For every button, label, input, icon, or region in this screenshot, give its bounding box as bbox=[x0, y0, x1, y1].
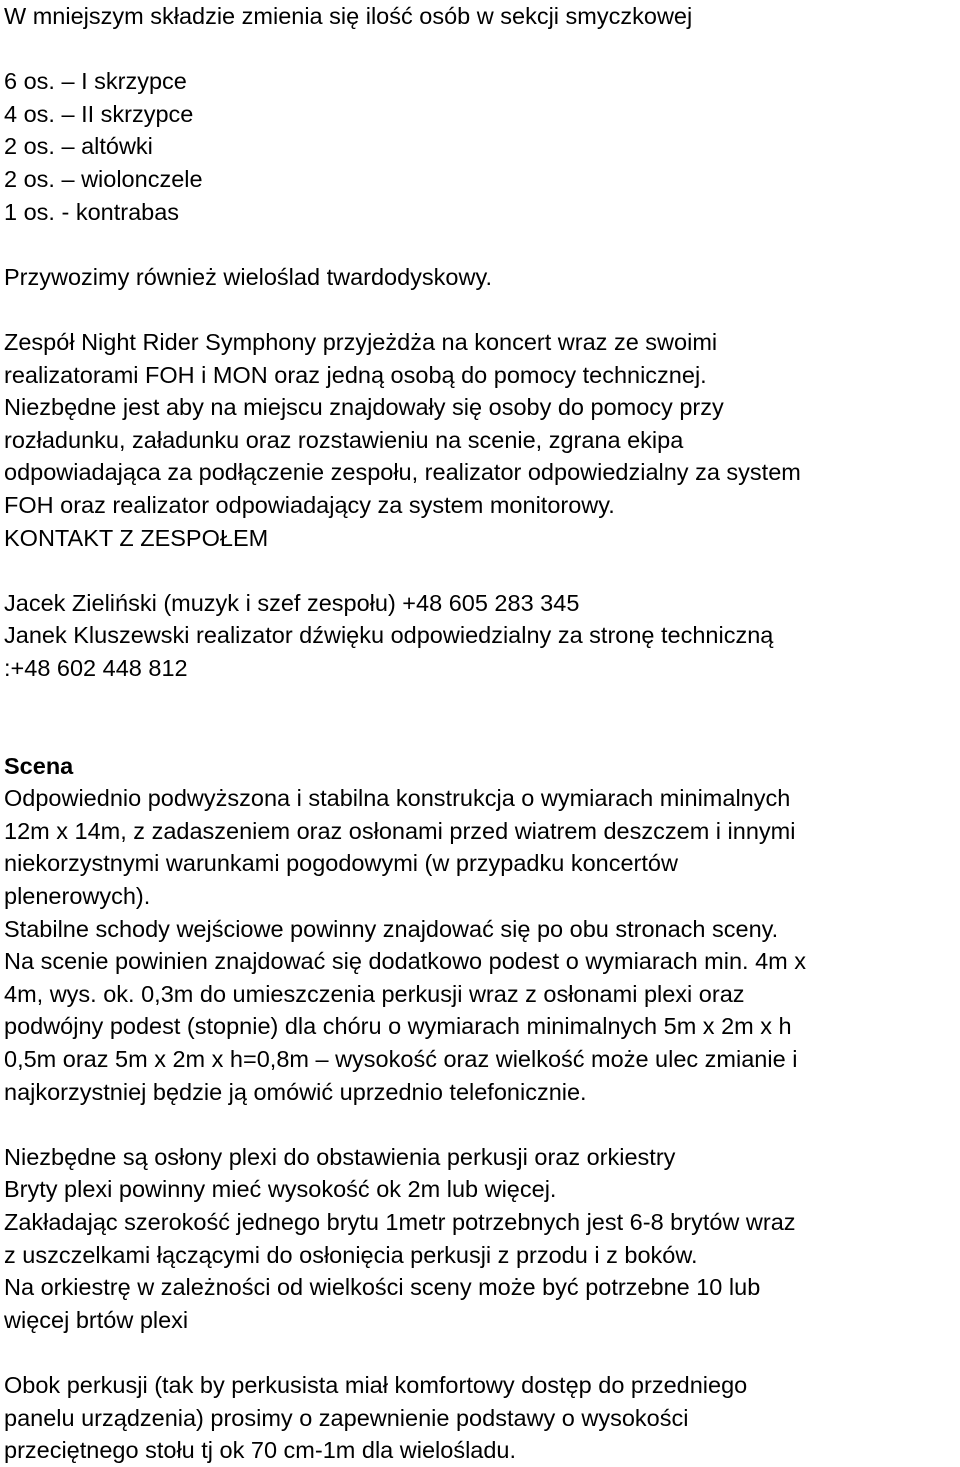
recorder-note: Przywozimy również wieloślad twardodyskowy. bbox=[4, 263, 492, 290]
contact-line: Janek Kluszewski realizator dźwięku odpowiedzialny za stronę techniczną bbox=[4, 622, 774, 649]
paragraph-line: panelu urządzenia) prosimy o zapewnienie podstawy o wysokości bbox=[4, 1404, 689, 1431]
string-section-item: 2 os. – wiolonczele bbox=[4, 165, 203, 192]
paragraph-line: przeciętnego stołu tj ok 70 cm-1m dla wielośladu. bbox=[4, 1437, 517, 1464]
paragraph-line: więcej brtów plexi bbox=[4, 1306, 189, 1333]
paragraph-line: Niezbędne są osłony plexi do obstawienia perkusji oraz orkiestry bbox=[4, 1143, 676, 1170]
string-section-item: 6 os. – I skrzypce bbox=[4, 68, 187, 95]
stage-heading: Scena bbox=[4, 752, 74, 779]
paragraph-line: niekorzystnymi warunkami pogodowymi (w przypadku koncertów bbox=[4, 850, 678, 877]
paragraph-line: Niezbędne jest aby na miejscu znajdowały się osoby do pomocy przy bbox=[4, 394, 724, 421]
paragraph-line: Bryty plexi powinny mieć wysokość ok 2m lub więcej. bbox=[4, 1176, 557, 1203]
paragraph-line: 0,5m oraz 5m x 2m x h=0,8m – wysokość oraz wielkość może ulec zmianie i bbox=[4, 1046, 798, 1072]
spacer bbox=[4, 1108, 956, 1141]
document-page bbox=[4, 0, 956, 1467]
spacer bbox=[4, 1336, 956, 1369]
paragraph-line: rozładunku, załadunku oraz rozstawieniu na scenie, zgrana ekipa bbox=[4, 426, 684, 453]
paragraph-line: odpowiadająca za podłączenie zespołu, realizator odpowiedzialny za system bbox=[4, 459, 801, 486]
string-section-item: 2 os. – altówki bbox=[4, 133, 153, 160]
paragraph-line: realizatorami FOH i MON oraz jedną osobą do pomocy technicznej. bbox=[4, 361, 707, 388]
contact-line: :+48 602 448 812 bbox=[4, 654, 188, 681]
paragraph-line: plenerowych). bbox=[4, 883, 151, 910]
spacer bbox=[4, 33, 956, 66]
paragraph-line: Zakładając szerokość jednego brytu 1metr potrzebnych jest 6-8 brytów wraz bbox=[4, 1208, 796, 1235]
paragraph-line: z uszczelkami łączącymi do osłonięcia perkusji z przodu i z boków. bbox=[4, 1241, 698, 1268]
contact-line: Jacek Zieliński (muzyk i szef zespołu) +48 605 283 345 bbox=[4, 589, 580, 616]
crew-paragraph bbox=[4, 326, 956, 522]
paragraph-line: Na orkiestrę w zależności od wielkości sceny może być potrzebne 10 lub bbox=[4, 1274, 761, 1301]
paragraph-line: Na scenie powinien znajdować się dodatkowo podest o wymiarach min. 4m x bbox=[4, 948, 807, 975]
paragraph-line: Stabilne schody wejściowe powinny znajdować się po obu stronach sceny. bbox=[4, 915, 779, 942]
stage-paragraph bbox=[4, 782, 956, 1108]
string-section-item: 1 os. - kontrabas bbox=[4, 198, 180, 225]
paragraph-line: najkorzystniej będzie ją omówić uprzednio telefonicznie. bbox=[4, 1078, 587, 1105]
string-section-list bbox=[4, 65, 956, 228]
paragraph-line: Odpowiednio podwyższona i stabilna konstrukcja o wymiarach minimalnych bbox=[4, 785, 791, 812]
paragraph-line: 12m x 14m, z zadaszeniem oraz osłonami przed wiatrem deszczem i innymi bbox=[4, 817, 796, 844]
plexi-paragraph bbox=[4, 1141, 956, 1337]
paragraph-line: podwójny podest (stopnie) dla chóru o wymiarach minimalnych 5m x 2m x h bbox=[4, 1013, 792, 1040]
intro-line: W mniejszym składzie zmienia się ilość osób w sekcji smyczkowej bbox=[4, 3, 693, 29]
paragraph-line: Zespół Night Rider Symphony przyjeżdża na koncert wraz ze swoimi bbox=[4, 328, 718, 355]
contact-list bbox=[4, 587, 956, 685]
spacer bbox=[4, 717, 956, 750]
drum-table-paragraph bbox=[4, 1369, 956, 1467]
contact-heading: KONTAKT Z ZESPOŁEM bbox=[4, 524, 269, 551]
paragraph-line: FOH oraz realizator odpowiadający za system monitorowy. bbox=[4, 491, 615, 518]
paragraph-line: 4m, wys. ok. 0,3m do umieszczenia perkusji wraz z osłonami plexi oraz bbox=[4, 980, 745, 1007]
spacer bbox=[4, 554, 956, 587]
spacer bbox=[4, 684, 956, 717]
spacer bbox=[4, 228, 956, 261]
paragraph-line: Obok perkusji (tak by perkusista miał komfortowy dostęp do przedniego bbox=[4, 1371, 748, 1398]
spacer bbox=[4, 293, 956, 326]
string-section-item: 4 os. – II skrzypce bbox=[4, 100, 194, 127]
